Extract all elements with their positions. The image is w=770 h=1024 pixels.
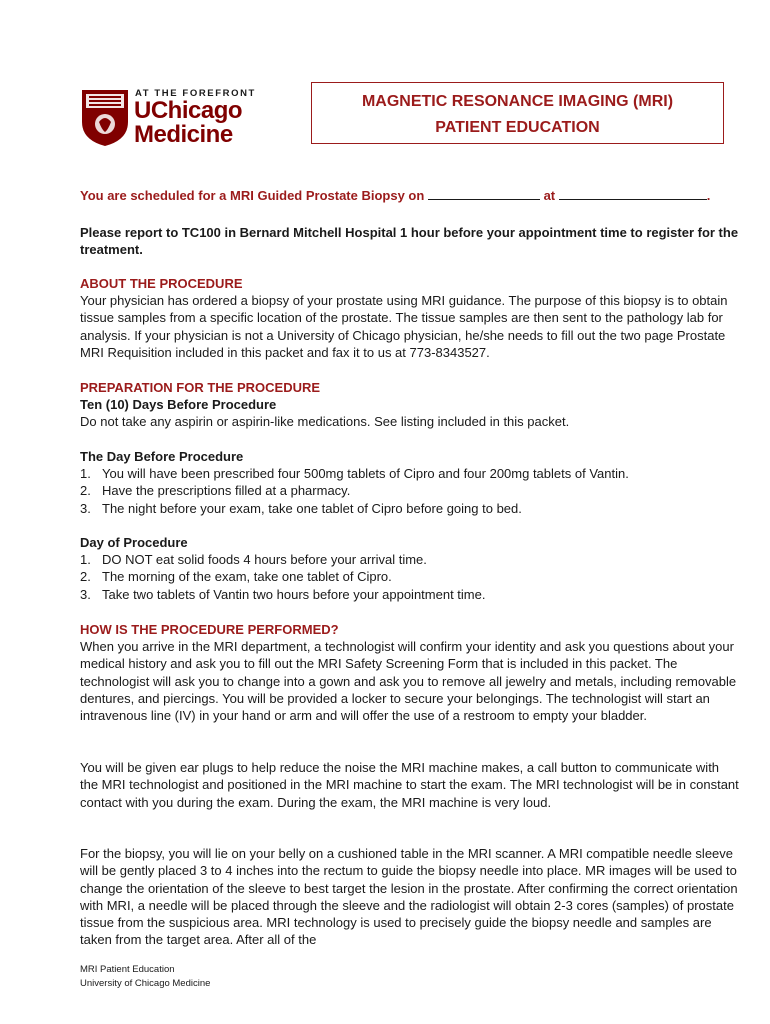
- footer-line-1: MRI Patient Education: [80, 964, 175, 975]
- uchicago-medicine-logo: [80, 86, 270, 152]
- about-heading: ABOUT THE PROCEDURE: [80, 276, 243, 291]
- performed-paragraph-1: When you arrive in the MRI department, a technologist will confirm your identity and ask you questions about your medical history and ask you to fill out the MRI Safety Screening Form that is included in this packet. The technologist will ask you to change into a gown and ask you to remove all jewelry and metals, including removable dentures, and piercings. You will be provided a locker to secure your belongings. The technologist will start an intravenous line (IV) in your hand or arm and will offer the use of a restroom to empty your bladder.: [80, 639, 737, 724]
- report-instructions: Please report to TC100 in Bernard Mitchell Hospital 1 hour before your appointment time to register for the treatment.: [80, 225, 739, 258]
- scheduled-end: .: [706, 188, 711, 203]
- preparation-heading: PREPARATION FOR THE PROCEDURE: [80, 380, 321, 395]
- time-blank[interactable]: [559, 188, 707, 200]
- list-item: 2. The morning of the exam, take one tablet of Cipro.: [80, 569, 392, 585]
- day-of-list: [80, 551, 740, 603]
- logo-wordmark-uchicago: UChicago: [134, 97, 243, 124]
- day-of-heading: Day of Procedure: [80, 535, 188, 550]
- logo-tagline: AT THE FOREFRONT: [135, 88, 256, 99]
- about-text: Your physician has ordered a biopsy of your prostate using MRI guidance. The purpose of this biopsy is to obtain tissue samples from a specific location of the prostate. The tissue samples are then sent to the pathology lab for analysis. If your physician is not a University of Chicago physician, he/she needs to fill out the two page Prostate MRI Requisition included in this packet and fax it to us at 773-8343527.: [80, 293, 728, 360]
- performed-paragraph-3: For the biopsy, you will lie on your belly on a cushioned table in the MRI scanner. A MRI compatible needle sleeve will be gently placed 3 to 4 inches into the rectum to guide the biopsy needle into place. MR images will be used to change the orientation of the sleeve to best target the lesion in the prostate. After confirming the correct orientation with MRI, a needle will be placed through the sleeve and the radiologist will obtain 2-3 cores (samples) of prostate tissue from the suspicious area. MRI technology is used to precisely guide the biopsy needle and samples are taken from the target area. After all of the: [80, 846, 738, 948]
- scheduled-prefix: You are scheduled for a MRI Guided Prostate Biopsy on: [80, 188, 425, 203]
- day-before-heading: The Day Before Procedure: [80, 449, 244, 464]
- document-title: MAGNETIC RESONANCE IMAGING (MRI): [361, 93, 674, 110]
- footer-line-2: University of Chicago Medicine: [80, 977, 211, 989]
- list-item: 1. DO NOT eat solid foods 4 hours before your arrival time.: [80, 552, 427, 567]
- performed-heading: HOW IS THE PROCEDURE PERFORMED?: [80, 622, 339, 637]
- list-item: 3. Take two tablets of Vantin two hours before your appointment time.: [80, 586, 486, 602]
- document-title-box: [311, 82, 724, 144]
- scheduled-at: at: [543, 188, 556, 203]
- ten-days-text: Do not take any aspirin or aspirin-like medications. See listing included in this packet.: [80, 414, 570, 429]
- logo-wordmark-medicine: Medicine: [134, 121, 233, 148]
- performed-paragraph-2: You will be given ear plugs to help reduce the noise the MRI machine makes, a call button to communicate with the MRI technologist and positioned in the MRI machine to start the exam. The MRI technologist will be in constant contact with you during the exam. During the exam, the MRI machine is very loud.: [80, 760, 739, 810]
- scheduled-line: [80, 187, 740, 204]
- list-item: 3. The night before your exam, take one tablet of Cipro before going to bed.: [80, 500, 522, 516]
- date-blank[interactable]: [428, 188, 540, 200]
- document-subtitle: PATIENT EDUCATION: [435, 119, 600, 136]
- page-footer: [80, 963, 210, 990]
- day-before-list: [80, 465, 740, 517]
- crest-icon: [80, 88, 130, 148]
- ten-days-heading: Ten (10) Days Before Procedure: [80, 397, 277, 412]
- list-item: 1. You will have been prescribed four 500mg tablets of Cipro and four 200mg tablets of Vantin.: [80, 466, 629, 481]
- list-item: 2. Have the prescriptions filled at a pharmacy.: [80, 483, 351, 499]
